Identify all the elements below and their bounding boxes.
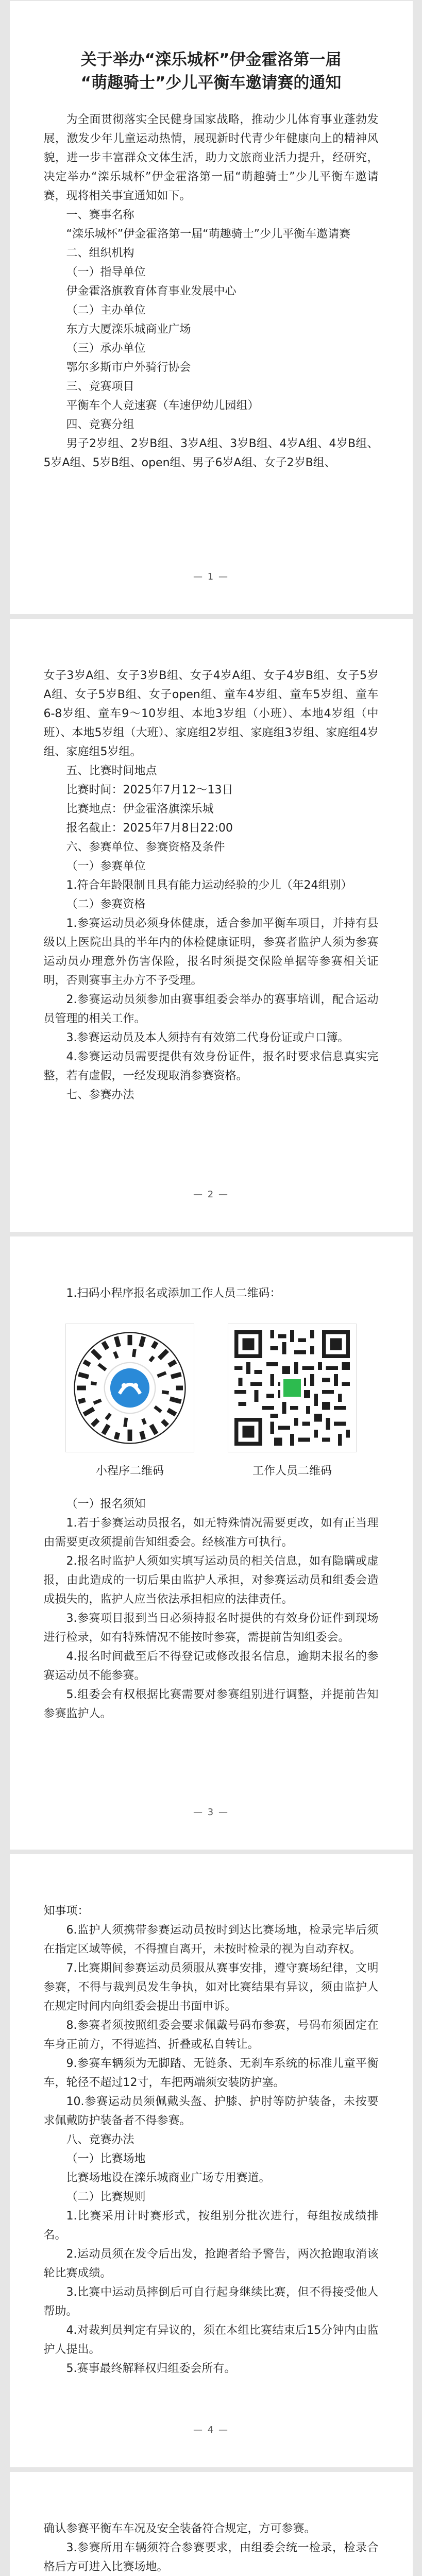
- paragraph: 鄂尔多斯市户外骑行协会: [66, 361, 191, 374]
- paragraph: 10.参赛运动员须佩戴头盔、护膝、护肘等防护装备，未按要求佩戴防护装备者不得参赛。: [43, 2095, 379, 2127]
- paragraph: 2.运动员须在发令后出发，抢跑者给予警告，两次抢跑取消该轮比赛成绩。: [43, 2248, 379, 2280]
- paragraph: 6.监护人须携带参赛运动员按时到达比赛场地，检录完毕后须在指定区域等候，不得擅自离开，未按时检录的视为自动弃权。: [43, 1924, 379, 1956]
- paragraph: 东方大厦滦乐城商业广场: [66, 323, 191, 336]
- title-line: 关于举办“滦乐城杯”伊金霍洛第一届: [80, 50, 342, 69]
- section-heading: 四、竞赛分组: [66, 418, 134, 431]
- paragraph: 3.比赛中运动员摔倒后可自行起身继续比赛，但不得接受他人帮助。: [43, 2286, 379, 2318]
- page-body-continued: [44, 1495, 379, 1723]
- document-page: [10, 619, 413, 1232]
- paragraph: 1.比赛采用计时赛形式，按组别分批次进行，每组按成绩排名。: [43, 2210, 379, 2242]
- document-page: [10, 2472, 413, 2576]
- qr-caption: 工作人员二维码: [252, 1465, 332, 1478]
- page-number: — 2 —: [193, 1189, 229, 1200]
- page-body: [44, 666, 379, 1105]
- paragraph: 比赛地点：伊金霍洛旗滦乐城: [66, 803, 214, 816]
- subsection-heading: （一）指导单位: [66, 266, 146, 279]
- staff-qr: [228, 1324, 357, 1479]
- qr-code-icon: [234, 1330, 350, 1446]
- paragraph: 1.符合年龄限制且具有能力运动经验的少儿（年24组别）: [66, 879, 352, 892]
- mini-program-code-image[interactable]: [65, 1324, 194, 1452]
- paragraph: 1.若于参赛运动员报名，如无特殊情况需要更改，如有正当理由需要更改须提前告知组委会。经核准方可执行。: [43, 1517, 379, 1549]
- paragraph: 2.报名时监护人须如实填写运动员的相关信息，如有隐瞒或虚报，由此造成的一切后果由监护人承担，对参赛运动员和组委会造成损失的，监护人应当依法承担相应的法律责任。: [43, 1555, 379, 1606]
- paragraph: 女子3岁A组、女子3岁B组、女子4岁A组、女子4岁B组、女子5岁A组、女子5岁B组、女子open组、童车4岁组、童车5岁组、童车6-8岁组、童车9～10岁组、本地3岁组（小班）、本地4岁组（中班）、本地5岁组（大班）、家庭组2岁组、家庭组3岁组、家庭组4岁组、家庭组5岁组。: [43, 669, 379, 758]
- staff-qr-code-image[interactable]: [228, 1324, 357, 1452]
- section-heading: 八、竞赛办法: [66, 2133, 134, 2146]
- paragraph: 比赛场地设在滦乐城商业广场专用赛道。: [66, 2172, 271, 2184]
- paragraph: 平衡车个人竞速赛（车速伊幼儿园组）: [66, 399, 259, 412]
- subsection-heading: （二）比赛规则: [66, 2191, 146, 2204]
- mini-program-code-icon: [72, 1330, 188, 1446]
- paragraph: 为全面贯彻落实全民健身国家战略，推动少儿体育事业蓬勃发展，激发少年儿童运动热情，展现新时代青少年健康向上的精神风貌，进一步丰富群众文体生活，助力文旅商业活力提升，经研究，决定举办“滦乐城杯”伊金霍洛第一届“萌趣骑士”少儿平衡车邀请赛，现将相关事宜通知如下。: [43, 113, 379, 202]
- section-heading: 三、竞赛项目: [66, 380, 134, 393]
- section-heading: 六、参赛单位、参赛资格及条件: [66, 841, 225, 854]
- page-body: [44, 1902, 379, 2378]
- paragraph: 比赛时间：2025年7月12～13日: [66, 784, 233, 796]
- subsection-heading: （三）承办单位: [66, 342, 146, 355]
- paragraph: 4.报名时间截至后不得登记或修改报名信息，逾期未报名的参赛运动员不能参赛。: [43, 1650, 379, 1682]
- paragraph: 1.扫码小程序报名或添加工作人员二维码：: [66, 1287, 281, 1300]
- paragraph: 5.赛事最终解释权归组委会所有。: [66, 2362, 236, 2375]
- page-number: — 3 —: [193, 1807, 229, 1818]
- paragraph: 3.参赛项目报到当日必须持报名时提供的有效身份证件到现场进行检录，如有特殊情况不能按时参赛，需提前告知组委会。: [43, 1612, 379, 1644]
- document-title: [44, 48, 379, 95]
- subsection-heading: （一）报名须知: [66, 1498, 146, 1511]
- qr-caption: 小程序二维码: [95, 1465, 164, 1478]
- page-number: — 1 —: [193, 571, 229, 582]
- section-heading: 一、赛事名称: [66, 209, 134, 222]
- title-line: “萌趣骑士”少儿平衡车邀请赛的通知: [80, 74, 342, 92]
- paragraph: 8.参赛者须按照组委会要求佩戴号码布参赛，号码布须固定在车身正前方，不得遮挡、折叠或私自转让。: [43, 2019, 379, 2051]
- paragraph: 3.参赛所用车辆须符合参赛要求，由组委会统一检录，检录合格后方可进入比赛场地。: [43, 2541, 379, 2573]
- paragraph: 5.组委会有权根据比赛需要对参赛组别进行调整，并提前告知参赛监护人。: [43, 1688, 379, 1720]
- paragraph: 知事项：: [43, 1905, 89, 1918]
- paragraph: 4.对裁判员判定有异议的，须在本组比赛结束后15分钟内由监护人提出。: [43, 2324, 379, 2356]
- document-page: [10, 1236, 413, 1850]
- section-heading: 二、组织机构: [66, 247, 134, 260]
- paragraph: 9.参赛车辆须为无脚踏、无链条、无刹车系统的标准儿童平衡车，轮径不超过12寸，车把两端须安装防护塞。: [43, 2057, 379, 2089]
- mini-program-qr: [65, 1324, 194, 1479]
- paragraph: 报名截止：2025年7月8日22:00: [66, 822, 233, 835]
- subsection-heading: （二）主办单位: [66, 304, 146, 317]
- document-page: [10, 1, 413, 614]
- paragraph: 3.参赛运动员及本人须持有有效第二代身份证或户口簿。: [66, 1031, 349, 1044]
- page-body: [44, 2519, 379, 2576]
- paragraph: 确认参赛平衡车车况及安全装备符合规定，方可参赛。: [43, 2522, 316, 2535]
- qr-code-row: [44, 1324, 379, 1479]
- paragraph: “滦乐城杯”伊金霍洛第一届“萌趣骑士”少儿平衡车邀请赛: [66, 228, 351, 241]
- paragraph: 男子2岁组、2岁B组、3岁A组、3岁B组、4岁A组、4岁B组、5岁A组、5岁B组、open组、男子6岁A组、女子2岁B组、: [43, 437, 379, 469]
- page-number: — 4 —: [193, 2425, 229, 2435]
- section-heading: 七、参赛办法: [66, 1089, 134, 1101]
- page-body: [44, 1284, 379, 1303]
- paragraph: 伊金霍洛旗教育体育事业发展中心: [66, 285, 237, 298]
- section-heading: 五、比赛时间地点: [66, 765, 157, 777]
- paragraph: 4.参赛运动员需要提供有效身份证件，报名时要求信息真实完整，若有虚假，一经发现取消参赛资格。: [43, 1050, 379, 1082]
- paragraph: 7.比赛期间参赛运动员须服从赛事安排，遵守赛场纪律，文明参赛，不得与裁判员发生争执，如对比赛结果有异议，须由监护人在规定时间内向组委会提出书面申诉。: [43, 1962, 379, 2013]
- document-page: [10, 1854, 413, 2467]
- paragraph: 2.参赛运动员须参加由赛事组委会举办的赛事培训，配合运动员管理的相关工作。: [43, 993, 379, 1025]
- subsection-heading: （一）比赛场地: [66, 2153, 146, 2165]
- page-body: [44, 110, 379, 472]
- subsection-heading: （二）参赛资格: [66, 898, 146, 911]
- subsection-heading: （一）参赛单位: [66, 860, 146, 873]
- paragraph: 1.参赛运动员必须身体健康，适合参加平衡车项目，并持有县级以上医院出具的半年内的体检健康证明，参赛者监护人须为参赛运动员办理意外伤害保险，报名时须提交保险单据等参赛相关证明，否则赛事主办方不予受理。: [43, 917, 379, 987]
